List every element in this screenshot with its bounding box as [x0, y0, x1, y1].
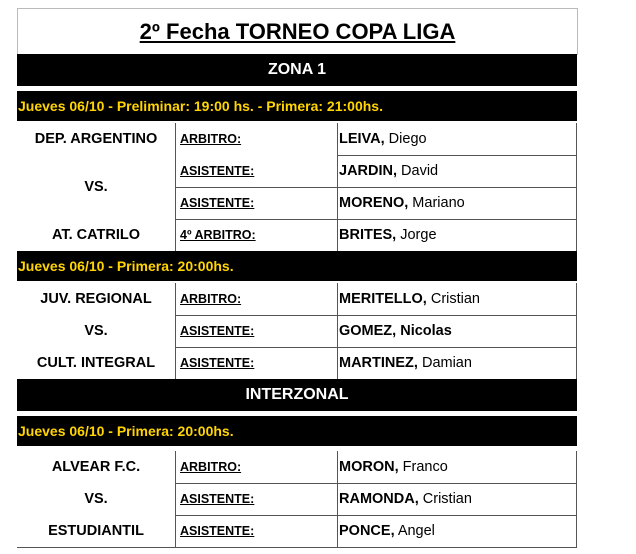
official-role: ARBITRO: — [180, 460, 242, 474]
official-name — [337, 515, 577, 547]
schedule-bar: Jueves 06/10 - Primera: 20:00hs. — [17, 251, 577, 281]
team-away: AT. CATRILO — [51, 227, 141, 243]
official-name — [337, 187, 577, 219]
official-surname: PONCE, — [339, 523, 395, 539]
grid-line — [175, 219, 577, 220]
official-name — [337, 283, 577, 315]
schedule-bar: Jueves 06/10 - Preliminar: 19:00 hs. - Primera: 21:00hs. — [17, 91, 577, 121]
grid-line — [175, 451, 176, 547]
official-name — [337, 451, 577, 483]
grid-line — [337, 283, 338, 379]
match-row — [17, 283, 577, 315]
official-role: ARBITRO: — [180, 292, 242, 306]
grid-line — [576, 451, 577, 547]
official-role: ASISTENTE: — [180, 524, 255, 538]
grid-line — [175, 347, 577, 348]
official-name — [337, 123, 577, 155]
official-name — [337, 315, 577, 347]
official-surname: MORON, — [339, 459, 399, 475]
schedule-bar: Jueves 06/10 - Primera: 20:00hs. — [17, 416, 577, 446]
official-firstname: Cristian — [426, 291, 480, 307]
grid-line — [337, 451, 338, 547]
official-firstname: Cristian — [418, 491, 472, 507]
official-surname: LEIVA, — [339, 131, 385, 147]
title-row — [17, 8, 578, 55]
official-role: ASISTENTE: — [180, 324, 255, 338]
official-surname: MARTINEZ, — [339, 355, 418, 371]
official-surname: RAMONDA, — [339, 491, 419, 507]
match-row — [17, 123, 577, 155]
official-name — [337, 155, 577, 187]
match-row — [17, 347, 577, 379]
official-firstname: Damian — [417, 355, 472, 371]
official-surname: MERITELLO, — [339, 291, 427, 307]
match-row — [17, 483, 577, 515]
match-row — [17, 219, 577, 251]
team-away: ESTUDIANTIL — [48, 523, 144, 539]
fixture-sheet — [17, 8, 577, 550]
official-name — [337, 219, 577, 251]
match-row — [17, 451, 577, 483]
official-surname: BRITES, — [339, 227, 397, 243]
match-row — [17, 187, 577, 219]
official-firstname: Mariano — [408, 195, 465, 211]
versus-label: VS. — [84, 179, 108, 195]
match-row — [17, 515, 577, 547]
grid-line — [17, 547, 577, 548]
team-home: JUV. REGIONAL — [40, 291, 152, 307]
team-home: ALVEAR F.C. — [51, 459, 141, 475]
official-role: 4º ARBITRO: — [180, 228, 256, 242]
official-name — [337, 347, 577, 379]
official-surname: MORENO, — [339, 195, 409, 211]
official-name — [337, 483, 577, 515]
official-role: ASISTENTE: — [180, 356, 255, 370]
grid-line — [175, 483, 577, 484]
team-home: DEP. ARGENTINO — [34, 131, 158, 147]
official-firstname: David — [397, 163, 439, 179]
versus-label: VS. — [84, 323, 108, 339]
official-firstname: Jorge — [396, 227, 437, 243]
versus-label: VS. — [84, 491, 108, 507]
grid-line — [576, 283, 577, 379]
page-title: 2º Fecha TORNEO COPA LIGA — [139, 19, 456, 44]
grid-line — [175, 187, 577, 188]
grid-line — [175, 315, 577, 316]
official-surname: GOMEZ, Nicolas — [339, 323, 452, 339]
official-role: ARBITRO: — [180, 132, 242, 146]
official-firstname: Franco — [398, 459, 448, 475]
official-role: ASISTENTE: — [180, 164, 255, 178]
official-firstname: Diego — [384, 131, 427, 147]
match-row — [17, 315, 577, 347]
grid-line — [175, 515, 577, 516]
official-surname: JARDIN, — [339, 163, 398, 179]
official-role: ASISTENTE: — [180, 492, 255, 506]
official-role: ASISTENTE: — [180, 196, 255, 210]
section-header-interzonal: INTERZONAL — [17, 379, 577, 411]
section-header-zona-1: ZONA 1 — [17, 54, 577, 86]
official-firstname: Angel — [394, 523, 435, 539]
grid-line — [337, 155, 577, 156]
team-away: CULT. INTEGRAL — [36, 355, 156, 371]
grid-line — [175, 283, 176, 379]
